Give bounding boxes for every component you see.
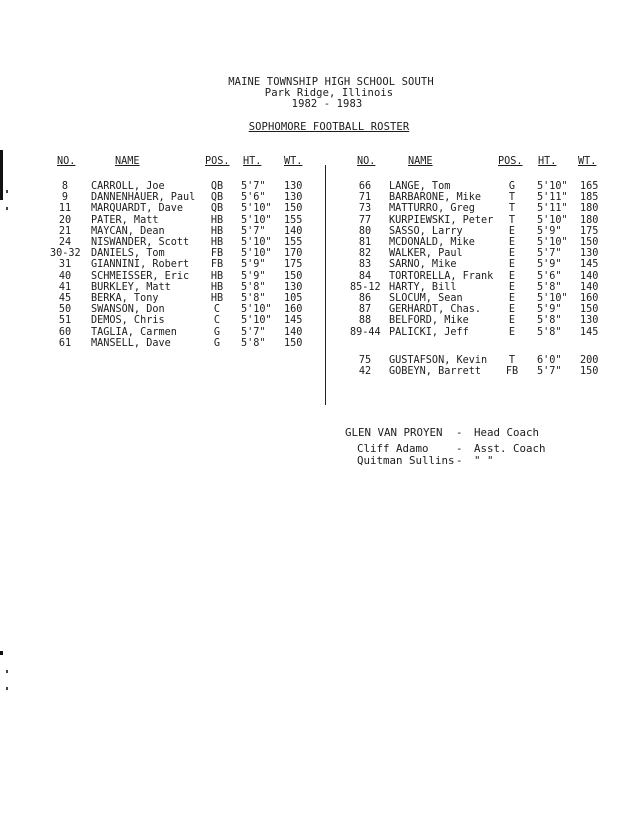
cell-pos: T <box>508 214 516 226</box>
cell-pos: T <box>508 203 516 215</box>
cell-pos: E <box>508 225 516 237</box>
cell-ht: 5'9" <box>537 259 562 271</box>
cell-ht: 5'7" <box>241 225 266 237</box>
cell-ht: 5'10" <box>537 237 568 248</box>
cell-no: 89-44 <box>350 326 381 338</box>
cell-pos: FB <box>210 248 224 260</box>
cell-no: 31 <box>58 259 72 271</box>
cell-ht: 5'11" <box>537 203 568 215</box>
coach-name: GLEN VAN PROYEN <box>345 426 443 439</box>
cell-ht: 5'10" <box>241 304 272 316</box>
cell-wt: 200 <box>580 355 599 366</box>
cell-ht: 5'10" <box>241 203 272 215</box>
cell-pos: HB <box>210 214 224 226</box>
cell-no: 51 <box>58 315 72 327</box>
cell-wt: 150 <box>580 366 599 378</box>
cell-ht: 5'8" <box>537 315 562 327</box>
cell-no: 77 <box>358 214 372 226</box>
cell-ht: 5'7" <box>537 366 562 378</box>
cell-wt: 155 <box>284 214 303 226</box>
coach-title: Asst. Coach <box>474 442 546 455</box>
cell-wt: 165 <box>580 181 599 192</box>
cell-ht: 5'10" <box>241 237 272 248</box>
cell-wt: 175 <box>580 225 599 237</box>
cell-pos: E <box>508 237 516 248</box>
cell-pos: E <box>508 304 516 316</box>
cell-pos: FB <box>505 366 519 378</box>
cell-wt: 140 <box>284 225 303 237</box>
cell-pos: E <box>508 326 516 338</box>
cell-name: MATTURRO, Greg <box>389 203 475 215</box>
col-header-name: NAME <box>115 156 140 167</box>
cell-ht: 5'7" <box>241 181 266 192</box>
cell-name: BERKA, Tony <box>91 293 159 304</box>
cell-name: GERHARDT, Chas. <box>389 304 482 316</box>
cell-wt: 170 <box>284 248 303 260</box>
cell-ht: 5'8" <box>537 281 562 293</box>
cell-wt: 130 <box>284 181 303 192</box>
cell-pos: C <box>213 315 221 327</box>
cell-wt: 180 <box>580 214 599 226</box>
cell-pos: T <box>508 192 516 204</box>
cell-name: SASSO, Larry <box>389 225 463 237</box>
cell-ht: 5'8" <box>241 281 266 293</box>
cell-no: 42 <box>358 366 372 378</box>
cell-name: DEMOS, Chris <box>91 315 165 327</box>
cell-ht: 5'10" <box>241 315 272 327</box>
cell-wt: 130 <box>284 192 303 204</box>
cell-wt: 145 <box>284 315 303 327</box>
cell-ht: 5'7" <box>537 248 562 260</box>
cell-pos: T <box>508 355 516 366</box>
coach-dash: - <box>456 442 463 455</box>
col-header-no: NO. <box>357 156 376 167</box>
cell-pos: E <box>508 248 516 260</box>
cell-no: 71 <box>358 192 372 204</box>
cell-ht: 5'11" <box>537 192 568 204</box>
cell-no: 83 <box>358 259 372 271</box>
cell-no: 24 <box>58 237 72 248</box>
coach-title: " " <box>474 454 494 467</box>
cell-wt: 160 <box>284 304 303 316</box>
cell-pos: QB <box>210 181 224 192</box>
cell-wt: 175 <box>284 259 303 271</box>
cell-no: 85-12 <box>350 281 381 293</box>
cell-pos: G <box>213 337 221 349</box>
coach-title: Head Coach <box>474 426 540 439</box>
cell-ht: 5'10" <box>537 293 568 304</box>
coach-name: Cliff Adamo <box>357 442 429 455</box>
cell-no: 60 <box>58 326 72 338</box>
cell-ht: 5'6" <box>537 270 562 282</box>
scan-speck <box>6 207 8 210</box>
column-divider <box>325 165 326 405</box>
cell-name: DANNENHAUER, Paul <box>91 192 196 204</box>
cell-no: 73 <box>358 203 372 215</box>
cell-name: WALKER, Paul <box>389 248 463 260</box>
cell-no: 75 <box>358 355 372 366</box>
cell-pos: HB <box>210 225 224 237</box>
cell-no: 66 <box>358 181 372 192</box>
cell-name: MARQUARDT, Dave <box>91 203 184 215</box>
col-header-pos: POS. <box>498 156 523 167</box>
coach-dash: - <box>456 454 463 467</box>
cell-ht: 5'10" <box>537 214 568 226</box>
roster-title <box>10 122 638 133</box>
col-header-ht: HT. <box>243 156 262 167</box>
binder-edge-mark <box>0 651 3 655</box>
cell-wt: 150 <box>580 237 599 248</box>
cell-pos: HB <box>210 281 224 293</box>
col-header-wt: WT. <box>284 156 303 167</box>
cell-name: GUSTAFSON, Kevin <box>389 355 488 366</box>
cell-name: GOBEYN, Barrett <box>389 366 482 378</box>
cell-no: 20 <box>58 214 72 226</box>
cell-pos: QB <box>210 192 224 204</box>
cell-wt: 145 <box>580 259 599 271</box>
cell-no: 81 <box>358 237 372 248</box>
cell-pos: E <box>508 315 516 327</box>
cell-wt: 130 <box>580 315 599 327</box>
cell-wt: 185 <box>580 192 599 204</box>
cell-ht: 5'6" <box>241 192 266 204</box>
cell-wt: 150 <box>580 304 599 316</box>
col-header-no: NO. <box>57 156 76 167</box>
scan-speck <box>6 687 8 690</box>
school-location: Park Ridge, Illinois <box>264 87 394 99</box>
cell-ht: 5'10" <box>241 214 272 226</box>
cell-wt: 140 <box>580 270 599 282</box>
cell-name: KURPIEWSKI, Peter <box>389 214 494 226</box>
cell-no: 80 <box>358 225 372 237</box>
cell-name: PALICKI, Jeff <box>389 326 469 338</box>
cell-name: PATER, Matt <box>91 214 159 226</box>
cell-ht: 5'9" <box>537 304 562 316</box>
cell-wt: 130 <box>284 281 303 293</box>
cell-name: GIANNINI, Robert <box>91 259 190 271</box>
cell-pos: HB <box>210 270 224 282</box>
cell-no: 9 <box>61 192 69 204</box>
cell-name: SCHMEISSER, Eric <box>91 270 190 282</box>
cell-no: 11 <box>58 203 72 215</box>
cell-ht: 5'9" <box>241 270 266 282</box>
cell-no: 87 <box>358 304 372 316</box>
cell-no: 30-32 <box>50 248 81 260</box>
col-header-wt: WT. <box>578 156 597 167</box>
roster-title-text: SOPHOMORE FOOTBALL ROSTER <box>248 121 410 133</box>
col-header-name: NAME <box>408 156 433 167</box>
cell-name: TORTORELLA, Frank <box>389 270 494 282</box>
cell-name: MAYCAN, Dean <box>91 225 165 237</box>
cell-name: SLOCUM, Sean <box>389 293 463 304</box>
cell-name: SWANSON, Don <box>91 304 165 316</box>
cell-no: 82 <box>358 248 372 260</box>
cell-pos: E <box>508 281 516 293</box>
coach-dash: - <box>456 426 463 439</box>
cell-wt: 140 <box>580 281 599 293</box>
cell-name: CARROLL, Joe <box>91 181 165 192</box>
cell-wt: 150 <box>284 337 303 349</box>
cell-pos: HB <box>210 237 224 248</box>
cell-name: BURKLEY, Matt <box>91 281 171 293</box>
cell-name: BARBARONE, Mike <box>389 192 482 204</box>
cell-no: 86 <box>358 293 372 304</box>
cell-ht: 5'8" <box>241 293 266 304</box>
cell-wt: 155 <box>284 237 303 248</box>
cell-pos: G <box>508 181 516 192</box>
cell-no: 61 <box>58 337 72 349</box>
cell-wt: 105 <box>284 293 303 304</box>
cell-no: 45 <box>58 293 72 304</box>
cell-ht: 5'9" <box>537 225 562 237</box>
cell-no: 50 <box>58 304 72 316</box>
cell-pos: G <box>213 326 221 338</box>
cell-name: BELFORD, Mike <box>389 315 469 327</box>
cell-ht: 5'9" <box>241 259 266 271</box>
cell-pos: HB <box>210 293 224 304</box>
cell-wt: 150 <box>284 203 303 215</box>
cell-wt: 150 <box>284 270 303 282</box>
cell-pos: E <box>508 270 516 282</box>
season-years: 1982 - 1983 <box>291 98 363 110</box>
col-header-pos: POS. <box>205 156 230 167</box>
cell-wt: 180 <box>580 203 599 215</box>
scan-speck <box>6 190 8 193</box>
cell-name: DANIELS, Tom <box>91 248 165 260</box>
cell-ht: 5'8" <box>537 326 562 338</box>
cell-name: TAGLIA, Carmen <box>91 326 177 338</box>
cell-name: MCDONALD, Mike <box>389 237 475 248</box>
cell-pos: QB <box>210 203 224 215</box>
cell-pos: C <box>213 304 221 316</box>
cell-wt: 130 <box>580 248 599 260</box>
cell-name: NISWANDER, Scott <box>91 237 190 248</box>
cell-ht: 5'7" <box>241 326 266 338</box>
cell-ht: 5'10" <box>241 248 272 260</box>
cell-pos: E <box>508 259 516 271</box>
cell-ht: 6'0" <box>537 355 562 366</box>
cell-name: SARNO, Mike <box>389 259 457 271</box>
cell-name: LANGE, Tom <box>389 181 451 192</box>
cell-wt: 140 <box>284 326 303 338</box>
cell-wt: 160 <box>580 293 599 304</box>
cell-name: HARTY, Bill <box>389 281 457 293</box>
cell-ht: 5'10" <box>537 181 568 192</box>
cell-pos: FB <box>210 259 224 271</box>
cell-name: MANSELL, Dave <box>91 337 171 349</box>
cell-no: 40 <box>58 270 72 282</box>
binder-edge-mark <box>0 150 3 200</box>
cell-ht: 5'8" <box>241 337 266 349</box>
scan-speck <box>6 670 8 673</box>
cell-no: 41 <box>58 281 72 293</box>
cell-wt: 145 <box>580 326 599 338</box>
col-header-ht: HT. <box>538 156 557 167</box>
coach-name: Quitman Sullins <box>357 454 455 467</box>
cell-no: 84 <box>358 270 372 282</box>
cell-no: 88 <box>358 315 372 327</box>
school-name: MAINE TOWNSHIP HIGH SCHOOL SOUTH <box>228 76 434 88</box>
cell-pos: E <box>508 293 516 304</box>
cell-no: 8 <box>61 181 69 192</box>
cell-no: 21 <box>58 225 72 237</box>
